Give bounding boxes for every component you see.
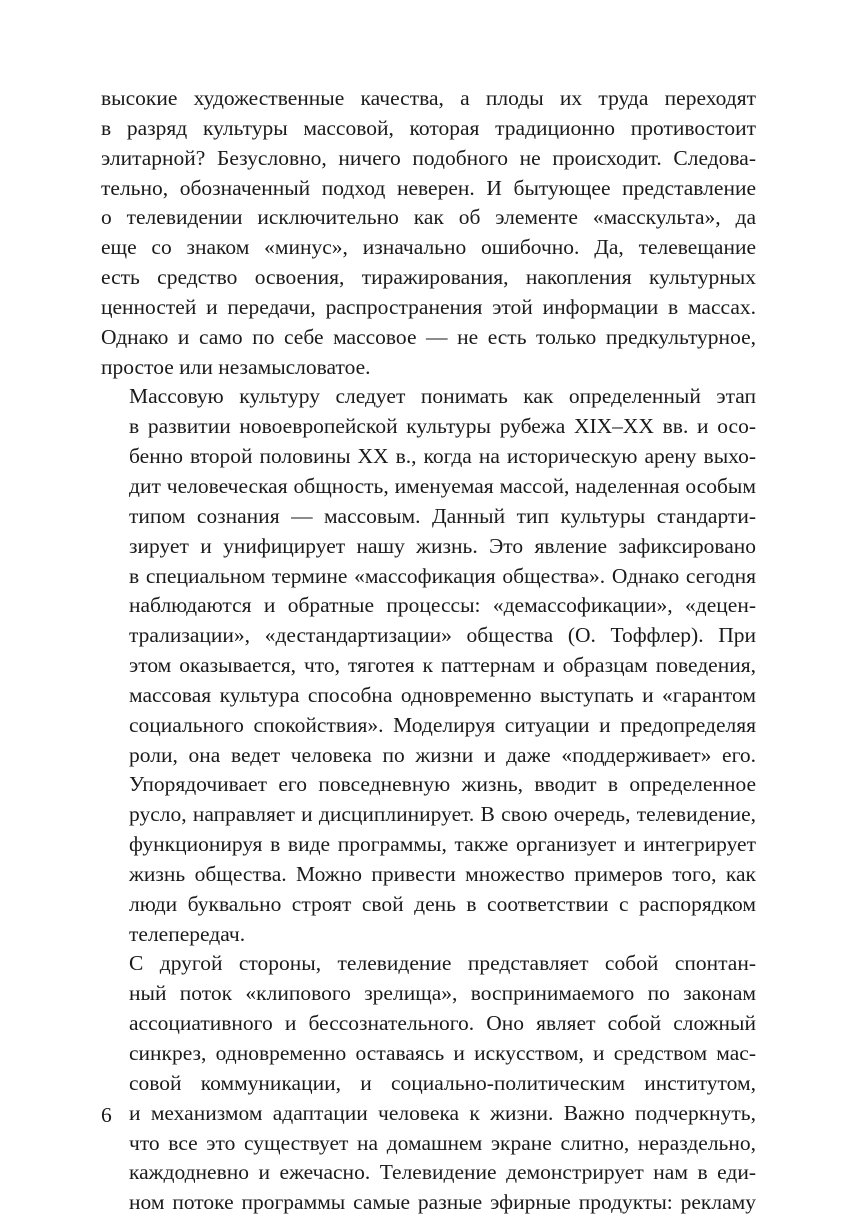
text-line: ценностей и передачи, распространения этой информации в массах. — [101, 294, 756, 319]
text-line: люди буквально строят свой день в соответствии с распорядком — [129, 891, 756, 916]
text-line: ассоциативного и бессознательного. Оно являет собой сложный — [129, 1011, 756, 1036]
paragraph — [101, 949, 756, 1218]
text-line: зирует и унифицирует нашу жизнь. Это явление зафиксировано — [129, 533, 756, 558]
text-line: синкрез, одновременно оставаясь и искусством, и средством мас- — [129, 1041, 756, 1065]
text-line: есть средство освоения, тиражирования, накопления культурных — [101, 265, 756, 290]
text-line: жизнь общества. Можно привести множество примеров того, как — [129, 861, 756, 886]
text-line: Массовую культуру следует понимать как определенный этап — [129, 384, 756, 409]
paragraph — [101, 382, 756, 949]
text-line: С другой стороны, телевидение представляет собой спонтан- — [129, 951, 756, 976]
text-line: ный поток «клипового зрелища», воспринимаемого по законам — [129, 981, 756, 1006]
text-line: что все это существует на домашнем экране слитно, нераздельно, — [129, 1130, 756, 1155]
body-text — [101, 84, 756, 1218]
text-line: еще со знаком «минус», изначально ошибочно. Да, телевещание — [101, 235, 756, 260]
text-line: и механизмом адаптации человека к жизни. Важно подчеркнуть, — [129, 1100, 756, 1125]
text-line: тельно, обозначенный подход неверен. И бытующее представление — [101, 175, 756, 200]
text-line: функционируя в виде программы, также организует и интегрирует — [129, 832, 756, 857]
text-line: русло, направляет и дисциплинирует. В свою очередь, телевидение, — [129, 802, 756, 827]
text-line: типом сознания — массовым. Данный тип культуры стандарти- — [129, 503, 756, 528]
text-line: этом оказывается, что, тяготея к паттернам и образцам поведения, — [129, 653, 756, 678]
page-number: 6 — [101, 1103, 112, 1127]
text-line: дит человеческая общность, именуемая массой, наделенная особым — [129, 473, 756, 498]
text-line: ном потоке программы самые разные эфирные продукты: рекламу — [129, 1190, 756, 1215]
text-line: в специальном термине «массофикация общества». Однако сегодня — [129, 563, 756, 588]
text-line: массовая культура способна одновременно выступать и «гарантом — [129, 682, 756, 707]
text-line: Однако и само по себе массовое — не есть только предкультурное, — [101, 324, 756, 349]
text-line: каждодневно и ежечасно. Телевидение демонстрирует нам в еди- — [129, 1160, 756, 1185]
text-line: телепередач. — [129, 921, 246, 946]
paragraph — [101, 84, 756, 382]
text-line: элитарной? Безусловно, ничего подобного не происходит. Следова- — [101, 145, 756, 170]
text-line: высокие художественные качества, а плоды их труда переходят — [101, 86, 756, 110]
text-line: трализации», «дестандартизации» общества (О. Тоффлер). При — [129, 623, 756, 648]
text-line: бенно второй половины XX в., когда на историческую арену выхо- — [129, 444, 756, 469]
text-line: простое или незамысловатое. — [101, 354, 371, 379]
text-line: совой коммуникации, и социально-политическим институтом, — [129, 1070, 756, 1095]
text-line: социального спокойствия». Моделируя ситуации и предопределяя — [129, 712, 756, 737]
text-line: о телевидении исключительно как об элементе «масскульта», да — [101, 205, 756, 230]
text-line: наблюдаются и обратные процессы: «демассофикации», «децен- — [129, 593, 756, 618]
text-line: роли, она ведет человека по жизни и даже «поддерживает» его. — [129, 742, 756, 767]
text-line: Упорядочивает его повседневную жизнь, вводит в определенное — [129, 772, 756, 797]
text-line: в разряд культуры массовой, которая традиционно противостоит — [101, 115, 756, 140]
text-line: в развитии новоевропейской культуры рубежа XIX–XX вв. и осо- — [129, 414, 756, 439]
